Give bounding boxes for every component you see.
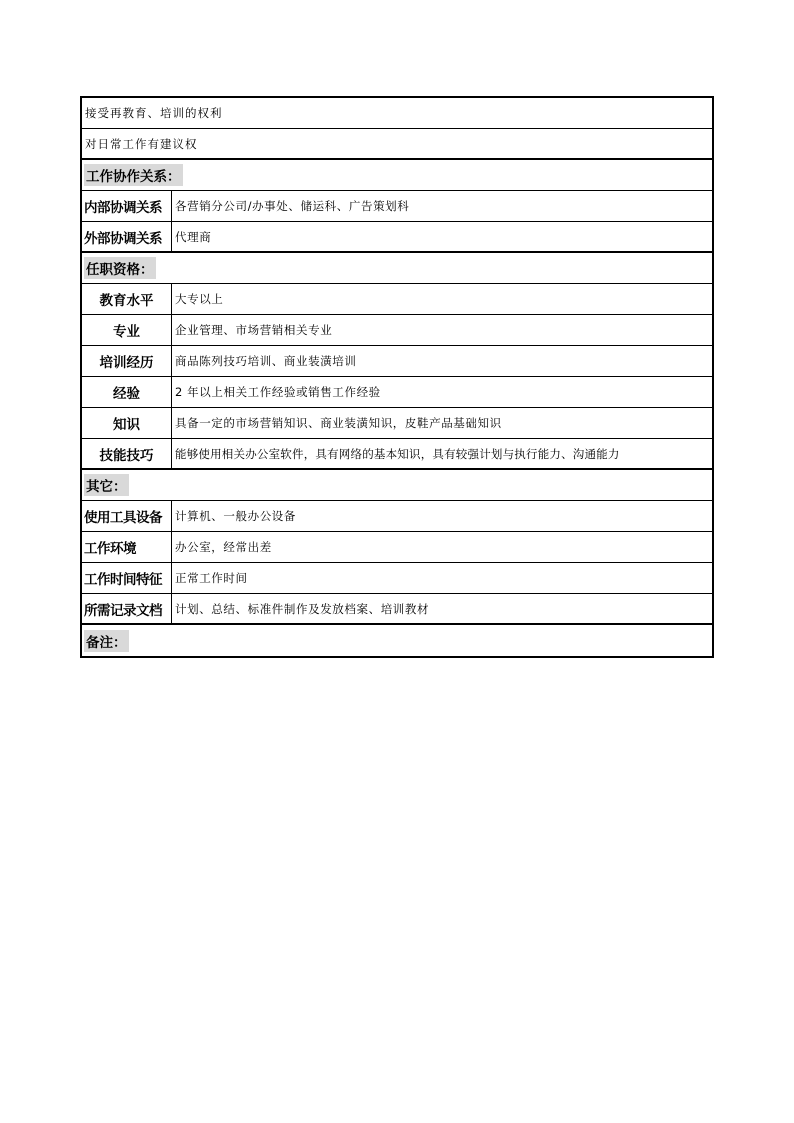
section-title: 任职资格： bbox=[84, 257, 156, 279]
field-label: 教育水平 bbox=[82, 284, 172, 314]
field-label: 专业 bbox=[82, 315, 172, 345]
relations-row-internal bbox=[82, 191, 712, 222]
field-value: 办公室，经常出差 bbox=[175, 540, 272, 554]
other-row-worktime bbox=[82, 563, 712, 594]
field-value: 2 年以上相关工作经验或销售工作经验 bbox=[175, 385, 381, 399]
field-value: 大专以上 bbox=[175, 292, 224, 306]
field-label: 知识 bbox=[82, 408, 172, 438]
field-label: 内部协调关系 bbox=[82, 191, 172, 221]
section-title: 其它： bbox=[84, 474, 129, 496]
field-label: 经验 bbox=[82, 377, 172, 407]
qual-row-major bbox=[82, 315, 712, 346]
field-value: 能够使用相关办公室软件，具有网络的基本知识，具有较强计划与执行能力、沟通能力 bbox=[175, 446, 620, 461]
job-description-table bbox=[80, 96, 714, 658]
section-header-relations bbox=[82, 160, 712, 191]
field-value: 商品陈列技巧培训、商业装潢培训 bbox=[175, 354, 357, 368]
other-row-tools bbox=[82, 501, 712, 532]
field-label: 使用工具设备 bbox=[82, 501, 172, 531]
qual-row-knowledge bbox=[82, 408, 712, 439]
field-label: 工作时间特征 bbox=[82, 563, 172, 593]
other-row-environment bbox=[82, 532, 712, 563]
section-title: 备注： bbox=[84, 630, 129, 652]
qual-row-education bbox=[82, 284, 712, 315]
section-header-notes bbox=[82, 625, 712, 656]
rights-text: 接受再教育、培训的权利 bbox=[85, 106, 223, 120]
field-value: 具备一定的市场营销知识、商业装潢知识，皮鞋产品基础知识 bbox=[175, 416, 502, 430]
field-label: 培训经历 bbox=[82, 346, 172, 376]
qual-row-experience bbox=[82, 377, 712, 408]
rights-text: 对日常工作有建议权 bbox=[85, 136, 198, 151]
section-title: 工作协作关系： bbox=[84, 164, 183, 186]
field-label: 技能技巧 bbox=[82, 439, 172, 468]
field-label: 工作环境 bbox=[82, 532, 172, 562]
rights-row-2 bbox=[82, 129, 712, 160]
field-value: 正常工作时间 bbox=[175, 571, 248, 585]
rights-row-1 bbox=[82, 98, 712, 129]
section-header-other bbox=[82, 470, 712, 501]
other-row-documents bbox=[82, 594, 712, 625]
field-value: 计算机、一般办公设备 bbox=[175, 509, 296, 523]
section-header-qualifications bbox=[82, 253, 712, 284]
field-label: 外部协调关系 bbox=[82, 222, 172, 251]
relations-row-external bbox=[82, 222, 712, 253]
field-value: 企业管理、市场营销相关专业 bbox=[175, 323, 333, 337]
qual-row-training bbox=[82, 346, 712, 377]
field-value: 代理商 bbox=[175, 229, 212, 244]
field-value: 计划、总结、标准件制作及发放档案、培训教材 bbox=[175, 601, 430, 616]
field-value: 各营销分公司/办事处、储运科、广告策划科 bbox=[175, 199, 410, 213]
qual-row-skills bbox=[82, 439, 712, 470]
field-label: 所需记录文档 bbox=[82, 594, 172, 623]
